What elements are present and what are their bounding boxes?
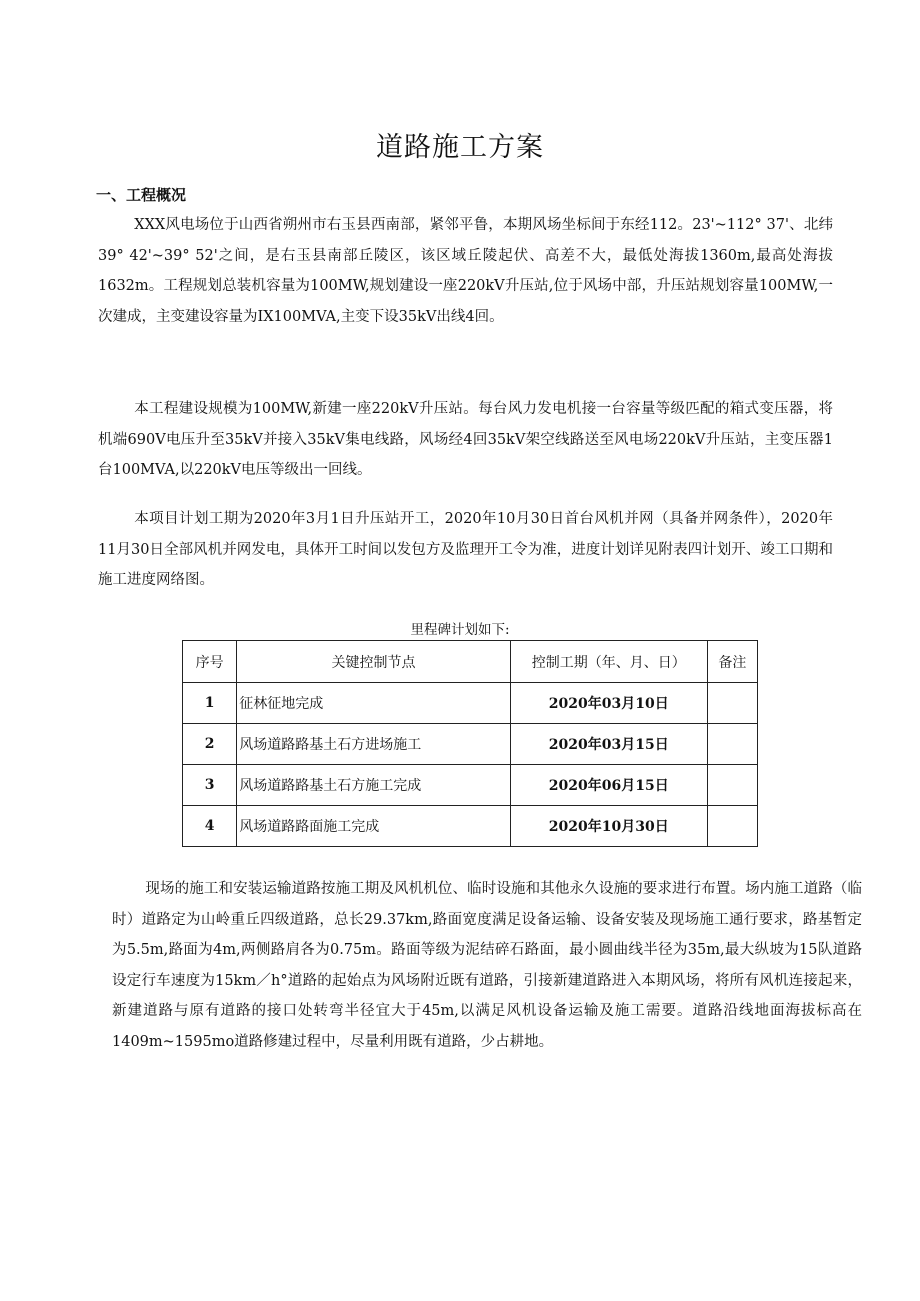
table-row: [183, 683, 758, 724]
row-node: 风场道路路面施工完成: [237, 806, 511, 847]
table-row: [183, 724, 758, 765]
header-date: 控制工期（年、月、日）: [510, 641, 707, 683]
row-date: 2020年03月15日: [510, 724, 707, 765]
row-date: 2020年10月30日: [510, 806, 707, 847]
row-note: [707, 765, 757, 806]
overview-paragraph-3: 本项目计划工期为2020年3月1日升压站开工，2020年10月30日首台风机并网（具备并网条件），2020年11月30日全部风机并网发电，具体开工时间以发包方及监理开工令为准，进度计划详见附表四计划开、竣工口期和施工进度网络图。: [98, 511, 833, 588]
table-row: [183, 806, 758, 847]
table-row: [183, 765, 758, 806]
page-title: 道路施工方案: [376, 132, 544, 163]
row-no: 4: [183, 806, 237, 847]
road-paragraph: 现场的施工和安装运输道路按施工期及风机机位、临时设施和其他永久设施的要求进行布置。场内施工道路（临时）道路定为山岭重丘四级道路，总长29.37km,路面宽度满足设备运输、设备安装及现场施工通行要求，路基暂定为5.5m,路面为4m,两侧路肩各为0.75m。路面等级为泥结碎石路面，最小圆曲线半径为35m,最大纵坡为15队道路设定行车速度为15km／h°道路的起始点为风场附近既有道路，引接新建道路进入本期风场，将所有风机连接起来，新建道路与原有道路的接口处转弯半径宜大于45m,以满足风机设备运输及施工需要。道路沿线地面海拔标高在1409m~1595mo道路修建过程中，尽量利用既有道路，少占耕地。: [112, 881, 862, 1050]
row-note: [707, 724, 757, 765]
row-no: 1: [183, 683, 237, 724]
row-node: 风场道路路基土石方施工完成: [237, 765, 511, 806]
overview-paragraph-1: XXX风电场位于山西省朔州市右玉县西南部，紧邻平鲁，本期风场坐标间于东经112。23'~112° 37'、北纬39° 42'~39° 52'之间，是右玉县南部丘陵区，该区域丘陵起伏、高差不大，最低处海拔1360m,最高处海拔1632m。工程规划总装机容量为100MW,规划建设一座220kV升压站,位于风场中部，升压站规划容量100MW,一次建成，主变建设容量为IX100MVA,主变下设35kV出线4回。: [98, 217, 833, 325]
header-no: 序号: [183, 641, 237, 683]
row-no: 3: [183, 765, 237, 806]
row-note: [707, 806, 757, 847]
header-note: 备注: [707, 641, 757, 683]
section-heading: 一、工程概况: [96, 186, 187, 204]
row-node: 征林征地完成: [237, 683, 511, 724]
row-date: 2020年03月10日: [510, 683, 707, 724]
row-date: 2020年06月15日: [510, 765, 707, 806]
row-note: [707, 683, 757, 724]
milestone-table: [182, 640, 758, 847]
overview-paragraph-2: 本工程建设规模为100MW,新建一座220kV升压站。每台风力发电机接一台容量等级匹配的箱式变压器，将机端690V电压升至35kV并接入35kV集电线路，风场经4回35kV架空线路送至风电场220kV升压站，主变压器1台100MVA,以220kV电压等级出一回线。: [98, 401, 833, 478]
milestone-caption: 里程碑计划如下:: [410, 622, 510, 638]
row-no: 2: [183, 724, 237, 765]
row-node: 风场道路路基土石方进场施工: [237, 724, 511, 765]
table-header-row: [183, 641, 758, 683]
header-node: 关键控制节点: [237, 641, 511, 683]
